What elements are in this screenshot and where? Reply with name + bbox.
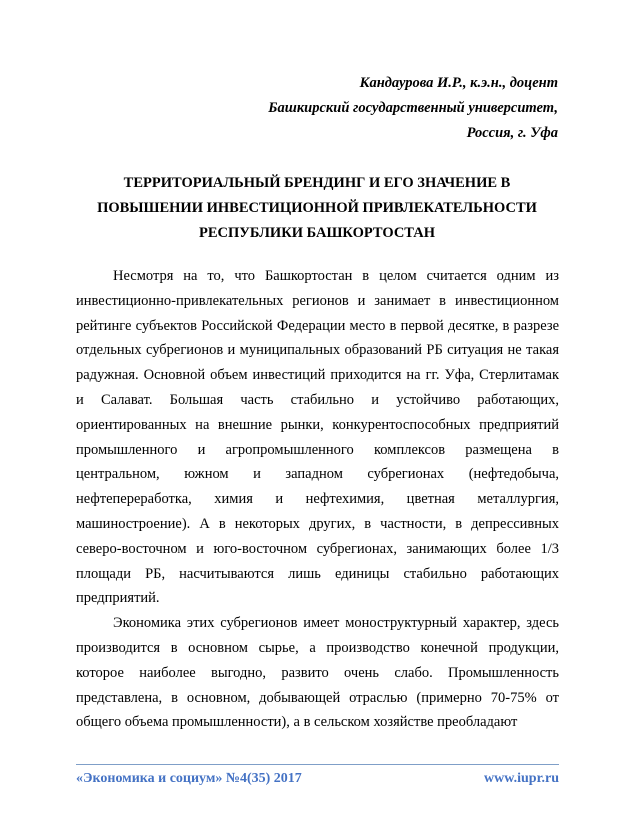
- article-title: [60, 171, 574, 246]
- author-block: [268, 71, 558, 146]
- body-paragraph: Экономика этих субрегионов имеет моноструктурный характер, здесь производится в основном сырье, а производство конечной продукции, которое наиболее выгодно, развито очень слабо. Промышленность представлена, в основном, добывающей отраслью (примерно 70-75% от общего объема промышленности), а в сельском хозяйстве преобладают: [76, 615, 559, 731]
- footer-divider: [76, 764, 559, 765]
- article-title-line: РЕСПУБЛИКИ БАШКОРТОСТАН: [198, 225, 435, 241]
- article-title-line: ПОВЫШЕНИИ ИНВЕСТИЦИОННОЙ ПРИВЛЕКАТЕЛЬНОСТИ: [97, 200, 537, 216]
- footer-website: www.iupr.ru: [484, 771, 559, 786]
- body-paragraph: Несмотря на то, что Башкортостан в целом считается одним из инвестиционно-привлекательных регионов и занимает в инвестиционном рейтинге субъектов Российской Федерации место в первой десятке, в разрезе отдельных субрегионов и муниципальных образований РБ ситуация не такая радужная. Основной объем инвестиций приходится на гг. Уфа, Стерлитамак и Салават. Большая часть стабильно и устойчиво работающих, ориентированных на внешние рынки, конкурентоспособных предприятий промышленного и агропромышленного комплексов размещена в центральном, южном и западном субрегионах (нефтедобыча, нефтепереработка, химия и нефтехимия, цветная металлургия, машиностроение). А в некоторых других, в частности, в депрессивных северо-восточном и юго-восточном субрегионах, занимающих более 1/3 площади РБ, насчитываются лишь единицы стабильно работающих предприятий.: [76, 268, 559, 607]
- article-title-line: ТЕРРИТОРИАЛЬНЫЙ БРЕНДИНГ И ЕГО ЗНАЧЕНИЕ В: [123, 175, 511, 191]
- article-body: [76, 264, 559, 735]
- author-university: Башкирский государственный университет,: [268, 100, 558, 116]
- page-footer: [76, 770, 559, 788]
- author-name: Кандаурова И.Р., к.э.н., доцент: [359, 75, 558, 91]
- footer-journal: «Экономика и социум» №4(35) 2017: [76, 771, 302, 786]
- author-location: Россия, г. Уфа: [466, 125, 558, 141]
